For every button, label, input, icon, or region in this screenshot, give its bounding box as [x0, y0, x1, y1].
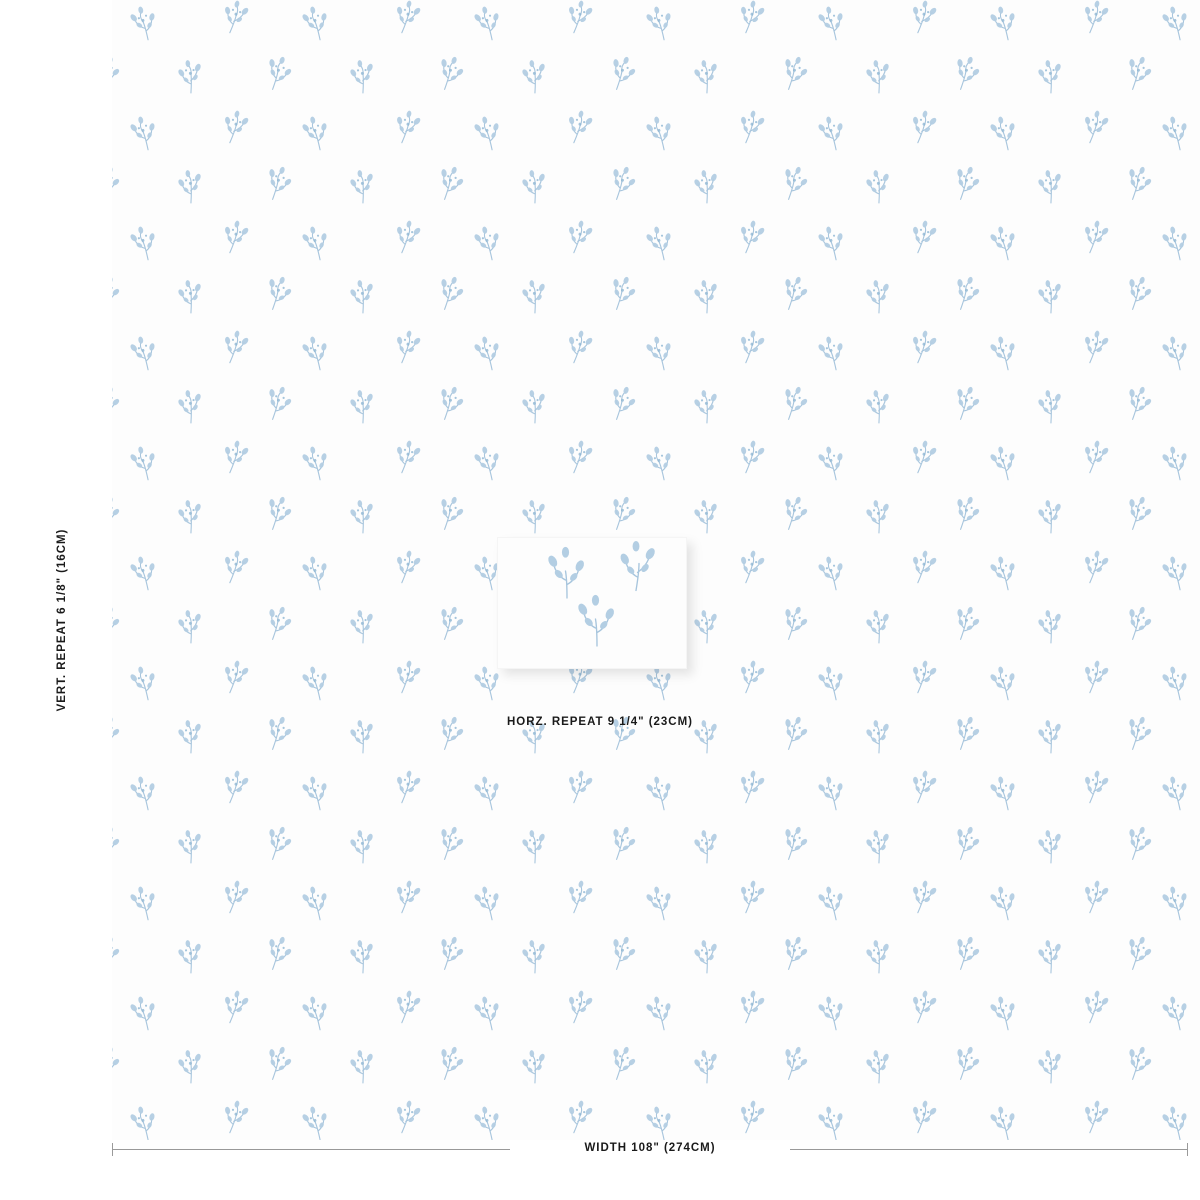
width-measure [112, 1135, 1188, 1165]
horizontal-repeat-label [507, 716, 693, 728]
width-measure-rule-left [112, 1149, 510, 1150]
pattern-detail-callout [497, 537, 687, 669]
width-label [584, 1142, 715, 1154]
pattern-detail-zoom [498, 538, 686, 668]
width-value: 108" (274CM) [631, 1142, 716, 1154]
vertical-repeat-value: 6 1/8" (16CM) [56, 528, 68, 614]
width-measure-rule-right [790, 1149, 1188, 1150]
horizontal-repeat-value: 9 1/4" (23CM) [607, 716, 693, 728]
horizontal-repeat-prefix: HORZ. REPEAT [507, 716, 608, 728]
vertical-repeat-label [56, 529, 68, 712]
width-measure-cap-right [1187, 1143, 1188, 1156]
width-prefix: WIDTH [584, 1142, 632, 1154]
vertical-repeat-prefix: VERT. REPEAT [56, 613, 68, 712]
horizontal-repeat-label-wrap [0, 712, 1200, 730]
